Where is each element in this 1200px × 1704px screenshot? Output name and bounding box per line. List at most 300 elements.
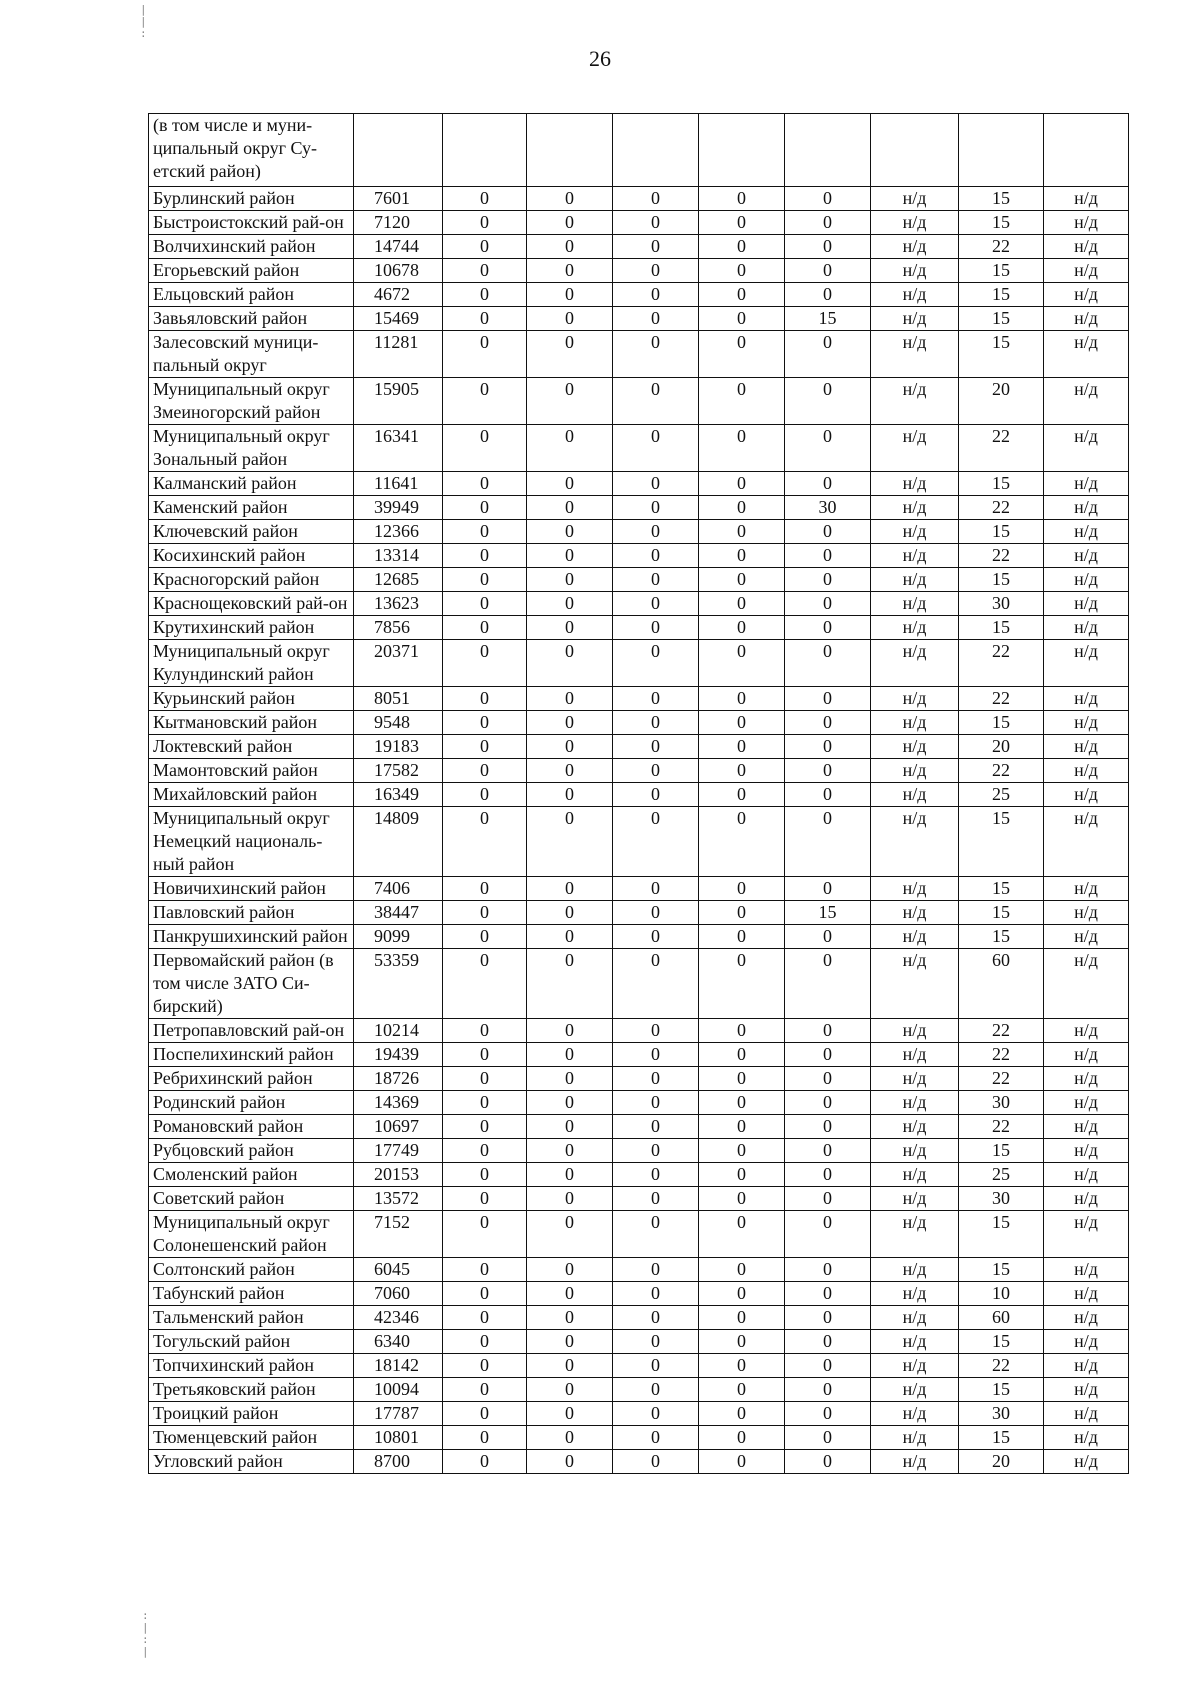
value-cell: 0 xyxy=(785,1306,871,1330)
value-cell: 0 xyxy=(699,378,785,425)
value-cell: 0 xyxy=(443,687,527,711)
value-cell: н/д xyxy=(871,283,959,307)
table-row xyxy=(149,640,1129,687)
value-cell: 0 xyxy=(699,520,785,544)
value-cell: 0 xyxy=(443,711,527,735)
population-cell: 10801 xyxy=(354,1426,443,1450)
value-cell: н/д xyxy=(871,187,959,211)
value-cell: 0 xyxy=(443,735,527,759)
district-name-cell: Кытмановский район xyxy=(149,711,354,735)
value-cell: 0 xyxy=(699,687,785,711)
value-cell: н/д xyxy=(1044,1282,1129,1306)
value-cell: 0 xyxy=(613,616,699,640)
table-row xyxy=(149,520,1129,544)
value-cell: 0 xyxy=(527,1163,613,1187)
value-cell: н/д xyxy=(871,1043,959,1067)
value-cell: 0 xyxy=(785,735,871,759)
value-cell: 0 xyxy=(443,1187,527,1211)
value-cell: 0 xyxy=(785,1019,871,1043)
population-cell: 16341 xyxy=(354,425,443,472)
table-row xyxy=(149,1187,1129,1211)
table-row xyxy=(149,1402,1129,1426)
value-cell: 60 xyxy=(959,1306,1044,1330)
value-cell: 0 xyxy=(443,1043,527,1067)
value-cell: 0 xyxy=(613,1354,699,1378)
value-cell: н/д xyxy=(1044,259,1129,283)
value-cell: 15 xyxy=(959,616,1044,640)
value-cell: 0 xyxy=(785,211,871,235)
header-cell xyxy=(527,114,613,187)
value-cell: 0 xyxy=(699,187,785,211)
value-cell: 15 xyxy=(959,877,1044,901)
value-cell: 0 xyxy=(443,1019,527,1043)
value-cell: 0 xyxy=(785,1402,871,1426)
value-cell: 0 xyxy=(699,1067,785,1091)
value-cell: н/д xyxy=(871,1282,959,1306)
value-cell: н/д xyxy=(1044,735,1129,759)
district-name-cell: Тальменский район xyxy=(149,1306,354,1330)
value-cell: 0 xyxy=(699,1450,785,1474)
value-cell: 22 xyxy=(959,1115,1044,1139)
header-cell xyxy=(699,114,785,187)
value-cell: 0 xyxy=(443,1139,527,1163)
table-row xyxy=(149,1139,1129,1163)
value-cell: н/д xyxy=(1044,544,1129,568)
value-cell: 0 xyxy=(443,1426,527,1450)
value-cell: н/д xyxy=(1044,568,1129,592)
value-cell: 0 xyxy=(699,783,785,807)
value-cell: 0 xyxy=(527,544,613,568)
value-cell: 0 xyxy=(699,711,785,735)
population-cell: 14744 xyxy=(354,235,443,259)
value-cell: н/д xyxy=(871,877,959,901)
value-cell: 0 xyxy=(785,378,871,425)
district-name-cell: Троицкий район xyxy=(149,1402,354,1426)
value-cell: 0 xyxy=(443,378,527,425)
value-cell: н/д xyxy=(871,544,959,568)
value-cell: 15 xyxy=(959,1426,1044,1450)
value-cell: 0 xyxy=(443,949,527,1019)
value-cell: 0 xyxy=(699,331,785,378)
value-cell: 0 xyxy=(785,425,871,472)
population-cell: 15469 xyxy=(354,307,443,331)
population-cell: 20371 xyxy=(354,640,443,687)
value-cell: 0 xyxy=(699,283,785,307)
value-cell: н/д xyxy=(1044,592,1129,616)
value-cell: 0 xyxy=(785,1067,871,1091)
value-cell: н/д xyxy=(1044,331,1129,378)
value-cell: 0 xyxy=(443,520,527,544)
value-cell: н/д xyxy=(1044,1402,1129,1426)
value-cell: 0 xyxy=(785,1043,871,1067)
value-cell: н/д xyxy=(1044,1211,1129,1258)
value-cell: 0 xyxy=(443,807,527,877)
value-cell: 15 xyxy=(959,520,1044,544)
value-cell: 0 xyxy=(527,1067,613,1091)
header-cell xyxy=(354,114,443,187)
value-cell: 0 xyxy=(443,283,527,307)
value-cell: 0 xyxy=(443,759,527,783)
value-cell: н/д xyxy=(871,1330,959,1354)
value-cell: н/д xyxy=(871,1211,959,1258)
value-cell: 0 xyxy=(613,331,699,378)
table-row xyxy=(149,211,1129,235)
value-cell: 0 xyxy=(613,592,699,616)
value-cell: 0 xyxy=(785,877,871,901)
value-cell: 0 xyxy=(613,1043,699,1067)
value-cell: н/д xyxy=(1044,1450,1129,1474)
value-cell: 0 xyxy=(613,1139,699,1163)
value-cell: н/д xyxy=(871,472,959,496)
value-cell: н/д xyxy=(871,1354,959,1378)
value-cell: 0 xyxy=(527,592,613,616)
value-cell: 0 xyxy=(785,711,871,735)
value-cell: 0 xyxy=(613,307,699,331)
scan-artifact-left-top: | | : xyxy=(140,3,147,40)
value-cell: 0 xyxy=(613,1450,699,1474)
value-cell: 0 xyxy=(613,1067,699,1091)
population-cell: 9548 xyxy=(354,711,443,735)
table-row xyxy=(149,1354,1129,1378)
value-cell: 15 xyxy=(785,307,871,331)
value-cell: н/д xyxy=(1044,1378,1129,1402)
district-name-cell: Солтонский район xyxy=(149,1258,354,1282)
header-cell xyxy=(613,114,699,187)
value-cell: 60 xyxy=(959,949,1044,1019)
value-cell: 0 xyxy=(613,1019,699,1043)
value-cell: 0 xyxy=(699,640,785,687)
table-row xyxy=(149,187,1129,211)
value-cell: н/д xyxy=(1044,759,1129,783)
table-row xyxy=(149,1306,1129,1330)
value-cell: н/д xyxy=(871,307,959,331)
value-cell: 0 xyxy=(443,496,527,520)
value-cell: 0 xyxy=(699,1330,785,1354)
value-cell: 0 xyxy=(527,783,613,807)
table-row xyxy=(149,259,1129,283)
population-cell: 7060 xyxy=(354,1282,443,1306)
value-cell: 0 xyxy=(527,640,613,687)
value-cell: 0 xyxy=(527,1019,613,1043)
value-cell: 0 xyxy=(699,235,785,259)
value-cell: н/д xyxy=(1044,1043,1129,1067)
value-cell: 0 xyxy=(613,425,699,472)
value-cell: 30 xyxy=(959,1402,1044,1426)
value-cell: 0 xyxy=(613,235,699,259)
district-name-cell: Косихинский район xyxy=(149,544,354,568)
table-row xyxy=(149,925,1129,949)
table-row xyxy=(149,1067,1129,1091)
value-cell: н/д xyxy=(871,378,959,425)
value-cell: 0 xyxy=(527,711,613,735)
value-cell: 0 xyxy=(613,1426,699,1450)
header-cell xyxy=(871,114,959,187)
district-name-cell: Крутихинский район xyxy=(149,616,354,640)
value-cell: 0 xyxy=(527,520,613,544)
value-cell: 0 xyxy=(527,687,613,711)
value-cell: 0 xyxy=(527,1354,613,1378)
value-cell: 0 xyxy=(699,259,785,283)
value-cell: 0 xyxy=(443,1378,527,1402)
value-cell: 22 xyxy=(959,544,1044,568)
value-cell: 0 xyxy=(613,568,699,592)
district-name-cell: Третьяковский район xyxy=(149,1378,354,1402)
header-cell xyxy=(443,114,527,187)
value-cell: н/д xyxy=(871,1306,959,1330)
value-cell: 0 xyxy=(613,1163,699,1187)
table-row xyxy=(149,425,1129,472)
value-cell: 0 xyxy=(699,1306,785,1330)
value-cell: 0 xyxy=(785,949,871,1019)
value-cell: н/д xyxy=(1044,307,1129,331)
table-row xyxy=(149,1282,1129,1306)
value-cell: 0 xyxy=(699,472,785,496)
value-cell: 0 xyxy=(527,1187,613,1211)
value-cell: н/д xyxy=(1044,520,1129,544)
district-name-cell: Романовский район xyxy=(149,1115,354,1139)
value-cell: 0 xyxy=(613,520,699,544)
district-name-cell: Михайловский район xyxy=(149,783,354,807)
value-cell: 0 xyxy=(443,331,527,378)
table-row xyxy=(149,235,1129,259)
population-cell: 11641 xyxy=(354,472,443,496)
population-cell: 17749 xyxy=(354,1139,443,1163)
value-cell: н/д xyxy=(1044,211,1129,235)
district-name-cell: Каменский район xyxy=(149,496,354,520)
value-cell: 0 xyxy=(785,807,871,877)
value-cell: 20 xyxy=(959,1450,1044,1474)
district-name-cell: Мамонтовский район xyxy=(149,759,354,783)
value-cell: 25 xyxy=(959,1163,1044,1187)
value-cell: 0 xyxy=(785,783,871,807)
district-name-cell: Краснощековский рай-он xyxy=(149,592,354,616)
value-cell: 0 xyxy=(613,1187,699,1211)
value-cell: н/д xyxy=(1044,925,1129,949)
value-cell: н/д xyxy=(1044,1354,1129,1378)
value-cell: 0 xyxy=(613,283,699,307)
district-name-cell: Петропавловский рай-он xyxy=(149,1019,354,1043)
value-cell: 0 xyxy=(699,1091,785,1115)
district-name-cell: Смоленский район xyxy=(149,1163,354,1187)
value-cell: н/д xyxy=(871,1426,959,1450)
district-name-cell: Ребрихинский район xyxy=(149,1067,354,1091)
value-cell: 0 xyxy=(527,1306,613,1330)
value-cell: н/д xyxy=(1044,616,1129,640)
district-name-cell: Локтевский район xyxy=(149,735,354,759)
value-cell: н/д xyxy=(871,640,959,687)
population-cell: 10094 xyxy=(354,1378,443,1402)
district-name-cell: Табунский район xyxy=(149,1282,354,1306)
table-row xyxy=(149,949,1129,1019)
table-row xyxy=(149,307,1129,331)
value-cell: 0 xyxy=(443,1163,527,1187)
value-cell: н/д xyxy=(871,1139,959,1163)
table-row xyxy=(149,1330,1129,1354)
value-cell: 0 xyxy=(613,925,699,949)
value-cell: 0 xyxy=(699,1402,785,1426)
value-cell: 0 xyxy=(527,901,613,925)
page-number: 26 xyxy=(589,46,611,71)
population-cell: 8051 xyxy=(354,687,443,711)
value-cell: н/д xyxy=(871,520,959,544)
population-cell: 14809 xyxy=(354,807,443,877)
value-cell: н/д xyxy=(1044,807,1129,877)
population-cell: 8700 xyxy=(354,1450,443,1474)
table-row xyxy=(149,687,1129,711)
value-cell: 0 xyxy=(613,877,699,901)
value-cell: 0 xyxy=(443,616,527,640)
value-cell: 0 xyxy=(443,1402,527,1426)
value-cell: 0 xyxy=(527,496,613,520)
population-cell: 6045 xyxy=(354,1258,443,1282)
population-cell: 20153 xyxy=(354,1163,443,1187)
value-cell: 15 xyxy=(959,1330,1044,1354)
value-cell: 0 xyxy=(613,1402,699,1426)
value-cell: 0 xyxy=(699,307,785,331)
value-cell: 15 xyxy=(959,1258,1044,1282)
district-name-cell: Муниципальный округ Немецкий националь-ный район xyxy=(149,807,354,877)
value-cell: н/д xyxy=(871,949,959,1019)
value-cell: 15 xyxy=(959,901,1044,925)
value-cell: 0 xyxy=(613,783,699,807)
value-cell: н/д xyxy=(1044,877,1129,901)
value-cell: 0 xyxy=(613,687,699,711)
district-name-cell: Ельцовский район xyxy=(149,283,354,307)
value-cell: 0 xyxy=(785,925,871,949)
value-cell: н/д xyxy=(1044,472,1129,496)
value-cell: 0 xyxy=(785,640,871,687)
table-row xyxy=(149,735,1129,759)
value-cell: 0 xyxy=(785,544,871,568)
district-name-cell: Тогульский район xyxy=(149,1330,354,1354)
value-cell: н/д xyxy=(871,1450,959,1474)
population-cell: 13314 xyxy=(354,544,443,568)
value-cell: 0 xyxy=(443,259,527,283)
value-cell: 0 xyxy=(699,807,785,877)
table-row xyxy=(149,544,1129,568)
value-cell: н/д xyxy=(1044,949,1129,1019)
value-cell: 0 xyxy=(527,735,613,759)
district-name-cell: Угловский район xyxy=(149,1450,354,1474)
district-name-cell: Панкрушихинский район xyxy=(149,925,354,949)
value-cell: н/д xyxy=(871,1378,959,1402)
district-name-cell: Муниципальный округ Кулундинский район xyxy=(149,640,354,687)
value-cell: 15 xyxy=(959,1378,1044,1402)
value-cell: 0 xyxy=(527,1426,613,1450)
value-cell: н/д xyxy=(871,783,959,807)
value-cell: 0 xyxy=(699,1426,785,1450)
value-cell: н/д xyxy=(1044,378,1129,425)
value-cell: н/д xyxy=(1044,1091,1129,1115)
value-cell: 0 xyxy=(613,1115,699,1139)
population-cell: 19439 xyxy=(354,1043,443,1067)
value-cell: 0 xyxy=(613,259,699,283)
value-cell: н/д xyxy=(871,735,959,759)
value-cell: н/д xyxy=(871,1091,959,1115)
value-cell: 0 xyxy=(443,640,527,687)
value-cell: 30 xyxy=(959,592,1044,616)
table-row xyxy=(149,472,1129,496)
population-cell: 18142 xyxy=(354,1354,443,1378)
value-cell: 0 xyxy=(699,759,785,783)
value-cell: н/д xyxy=(871,235,959,259)
value-cell: н/д xyxy=(871,711,959,735)
value-cell: н/д xyxy=(871,496,959,520)
value-cell: 0 xyxy=(699,925,785,949)
value-cell: 22 xyxy=(959,640,1044,687)
value-cell: н/д xyxy=(1044,1163,1129,1187)
district-name-cell: Ключевский район xyxy=(149,520,354,544)
value-cell: н/д xyxy=(871,1067,959,1091)
value-cell: 0 xyxy=(613,187,699,211)
value-cell: 0 xyxy=(785,1426,871,1450)
value-cell: 0 xyxy=(785,1354,871,1378)
value-cell: 0 xyxy=(613,1306,699,1330)
value-cell: н/д xyxy=(1044,496,1129,520)
value-cell: 15 xyxy=(959,711,1044,735)
table-row xyxy=(149,759,1129,783)
table-row xyxy=(149,616,1129,640)
value-cell: 0 xyxy=(527,1330,613,1354)
population-cell: 10678 xyxy=(354,259,443,283)
table-row xyxy=(149,1211,1129,1258)
table-row xyxy=(149,1426,1129,1450)
value-cell: 0 xyxy=(527,1043,613,1067)
value-cell: 0 xyxy=(443,307,527,331)
value-cell: 15 xyxy=(959,472,1044,496)
value-cell: н/д xyxy=(1044,1330,1129,1354)
value-cell: 0 xyxy=(527,425,613,472)
value-cell: 0 xyxy=(527,472,613,496)
value-cell: 22 xyxy=(959,496,1044,520)
table-row xyxy=(149,1019,1129,1043)
header-district-cell: (в том числе и муни-ципальный округ Су-етский район) xyxy=(149,114,354,187)
district-name-cell: Быстроистокский рай-он xyxy=(149,211,354,235)
value-cell: 0 xyxy=(613,640,699,687)
value-cell: 0 xyxy=(613,1378,699,1402)
table-row xyxy=(149,568,1129,592)
value-cell: 0 xyxy=(527,211,613,235)
value-cell: 15 xyxy=(959,568,1044,592)
value-cell: 0 xyxy=(785,616,871,640)
value-cell: 0 xyxy=(785,283,871,307)
value-cell: 0 xyxy=(613,807,699,877)
value-cell: 22 xyxy=(959,759,1044,783)
value-cell: н/д xyxy=(871,1163,959,1187)
population-cell: 14369 xyxy=(354,1091,443,1115)
district-name-cell: Муниципальный округ Змеиногорский район xyxy=(149,378,354,425)
table-row xyxy=(149,496,1129,520)
value-cell: н/д xyxy=(871,759,959,783)
value-cell: 0 xyxy=(699,592,785,616)
value-cell: 15 xyxy=(959,331,1044,378)
population-cell: 38447 xyxy=(354,901,443,925)
district-name-cell: Новичихинский район xyxy=(149,877,354,901)
value-cell: н/д xyxy=(1044,1139,1129,1163)
value-cell: 0 xyxy=(527,331,613,378)
district-name-cell: Завьяловский район xyxy=(149,307,354,331)
value-cell: 0 xyxy=(613,901,699,925)
value-cell: н/д xyxy=(1044,235,1129,259)
value-cell: н/д xyxy=(871,592,959,616)
value-cell: 0 xyxy=(443,1330,527,1354)
value-cell: 0 xyxy=(527,877,613,901)
value-cell: 22 xyxy=(959,425,1044,472)
population-cell: 11281 xyxy=(354,331,443,378)
value-cell: 0 xyxy=(785,187,871,211)
value-cell: н/д xyxy=(871,211,959,235)
population-cell: 4672 xyxy=(354,283,443,307)
